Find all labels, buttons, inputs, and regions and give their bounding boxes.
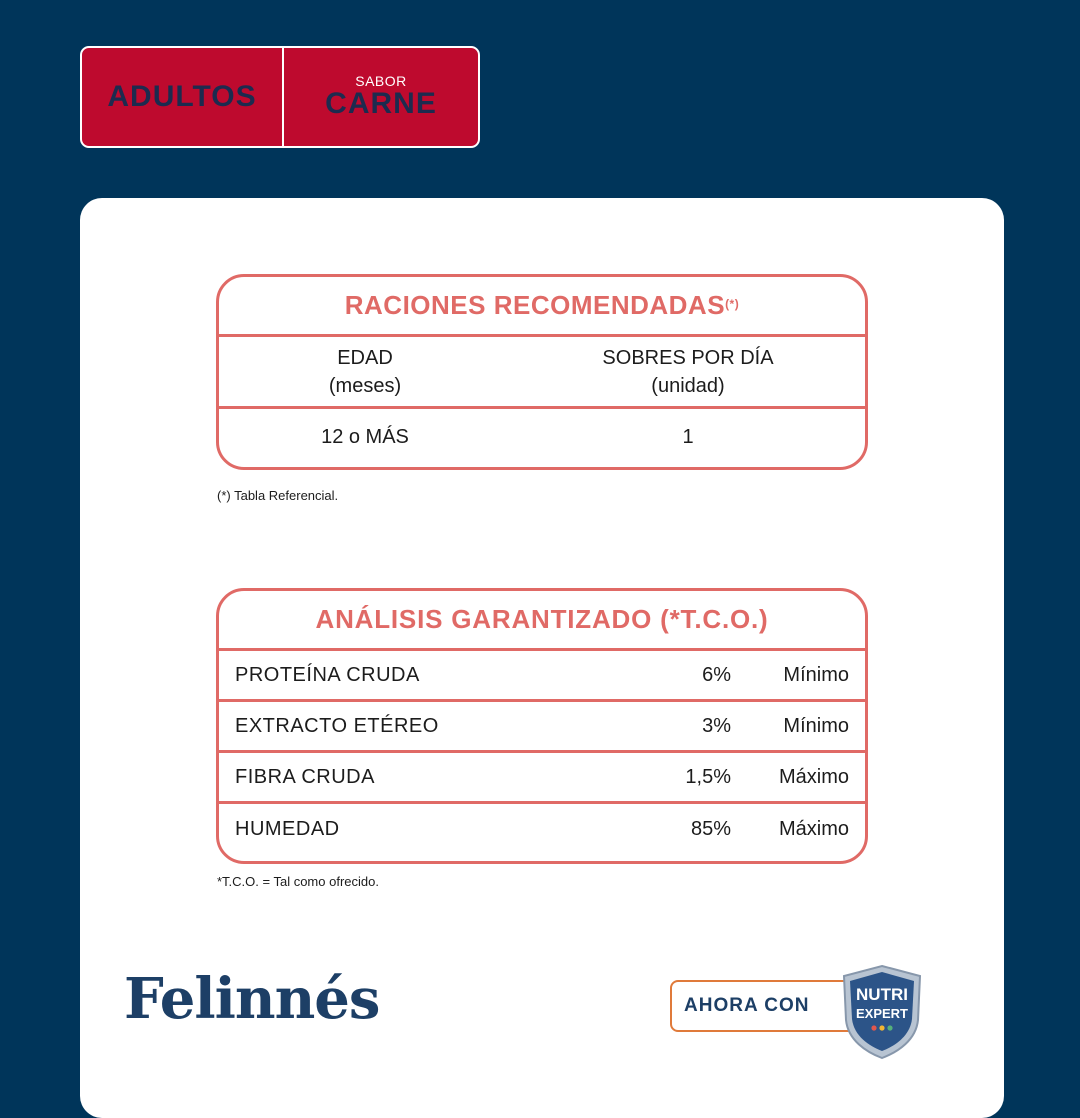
shield-line2: EXPERT (855, 1006, 909, 1021)
shield-line1: NUTRI (856, 985, 908, 1004)
raciones-title-text: RACIONES RECOMENDADAS (344, 290, 726, 320)
header-sobres-line2: (unidad) (651, 374, 725, 397)
analisis-table (216, 588, 868, 864)
info-card (80, 198, 1004, 1118)
table-row (219, 804, 865, 855)
raciones-title (219, 277, 865, 337)
table-row (219, 651, 865, 702)
table-row (219, 753, 865, 804)
analisis-row-kind: Mínimo (783, 714, 849, 737)
badge-flavor-segment (284, 48, 478, 146)
analisis-footnote: *T.C.O. = Tal como ofrecido. (217, 874, 379, 889)
raciones-title-mark: (*) (725, 296, 740, 311)
shield-dot-red (871, 1025, 876, 1030)
badge-flavor-caption: SABOR (355, 73, 407, 89)
raciones-cell-sobres: 1 (682, 425, 694, 448)
shield-dot-green (887, 1025, 892, 1030)
analisis-row-pct: 1,5% (685, 765, 731, 788)
analisis-row-pct: 6% (702, 663, 731, 686)
analisis-row-name: PROTEÍNA CRUDA (235, 663, 420, 686)
badge-age-segment (82, 48, 284, 146)
header-sobres-line1: SOBRES POR DÍA (602, 346, 774, 369)
nutri-expert-shield-icon (832, 962, 932, 1062)
raciones-header-edad (219, 337, 511, 406)
shield-dot-yellow (879, 1025, 884, 1030)
raciones-table (216, 274, 868, 470)
analisis-row-kind: Máximo (778, 818, 849, 840)
header-edad-line2: (meses) (328, 374, 402, 397)
raciones-footnote: (*) Tabla Referencial. (217, 488, 339, 503)
badge-flavor-label: CARNE (325, 87, 437, 120)
analisis-row-kind: Mínimo (783, 663, 849, 686)
table-row (219, 702, 865, 753)
analisis-row-pct: 85% (690, 818, 731, 840)
analisis-row-name: FIBRA CRUDA (235, 765, 375, 788)
analisis-row-name: HUMEDAD (235, 818, 340, 840)
brand-logo: Felinnés (124, 966, 380, 1032)
raciones-header-row (219, 337, 865, 409)
ahora-con-label: AHORA CON (670, 980, 870, 1032)
analisis-title: ANÁLISIS GARANTIZADO (*T.C.O.) (219, 591, 865, 651)
analisis-row-name: EXTRACTO ETÉREO (235, 714, 439, 737)
analisis-row-pct: 3% (702, 714, 731, 737)
header-edad-line1: EDAD (337, 346, 393, 369)
product-badge (80, 46, 480, 148)
raciones-header-sobres (511, 337, 865, 406)
badge-age-label: ADULTOS (107, 80, 257, 113)
raciones-cell-age: 12 o MÁS (321, 425, 409, 448)
raciones-data-row (219, 409, 865, 464)
analisis-row-kind: Máximo (778, 765, 849, 788)
